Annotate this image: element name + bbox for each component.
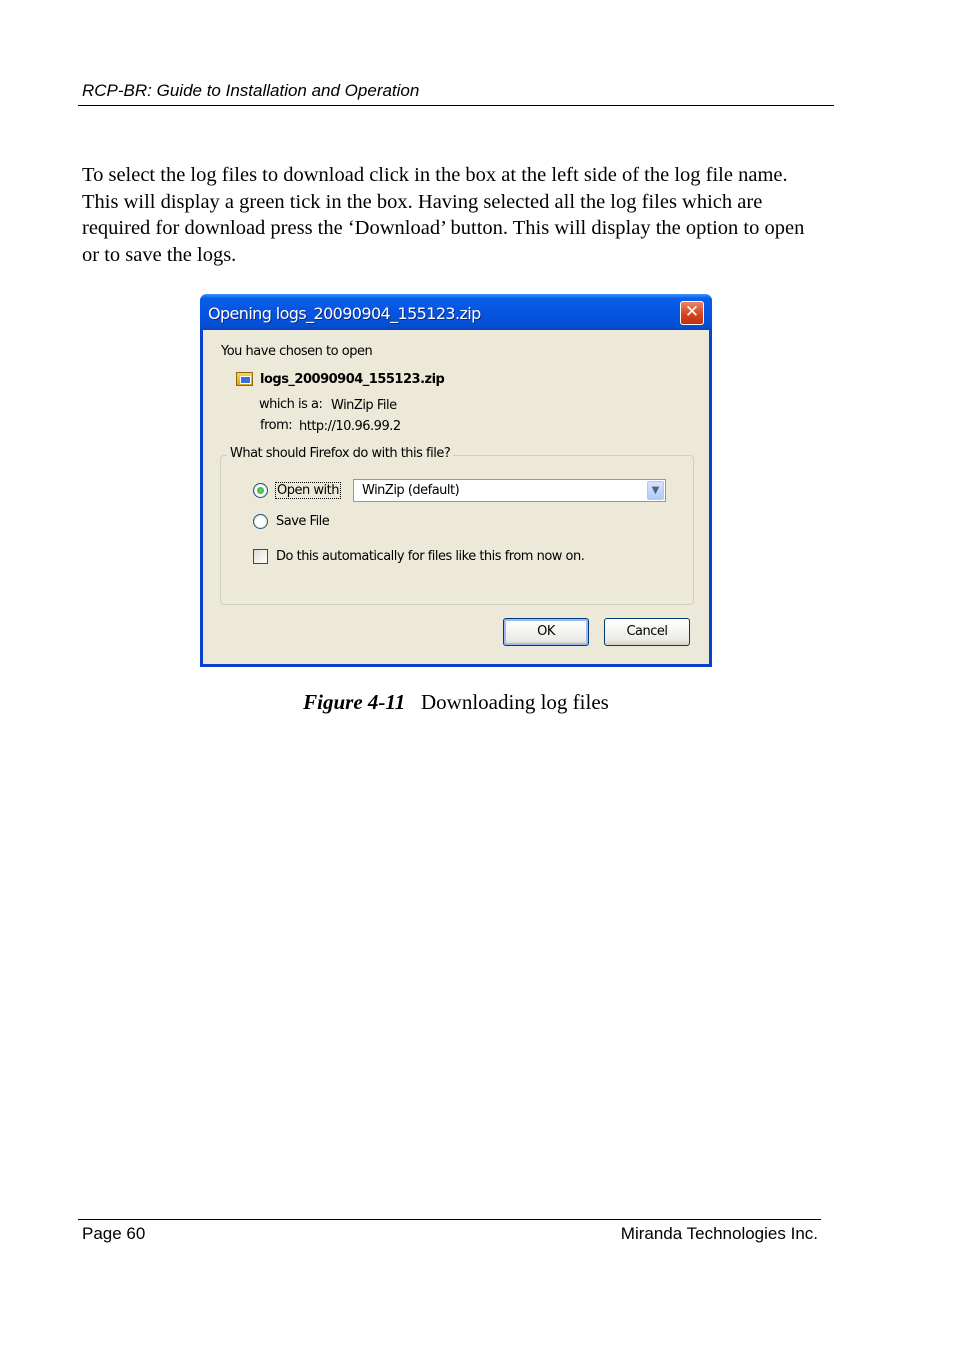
page-number: Page 60 xyxy=(82,1224,146,1243)
open-with-selected-value: WinZip (default) xyxy=(362,483,460,498)
auto-action-label[interactable]: Do this automatically for files like this from now on. xyxy=(276,549,585,564)
auto-action-checkbox[interactable] xyxy=(253,549,268,564)
download-dialog xyxy=(200,294,712,667)
dialog-titlebar[interactable] xyxy=(200,294,712,330)
which-is-label: which is a: xyxy=(259,397,323,412)
from-label: from: xyxy=(260,418,293,433)
ok-button[interactable]: OK xyxy=(503,618,589,646)
chosen-label: You have chosen to open xyxy=(221,344,373,359)
running-header: RCP-BR: Guide to Installation and Operation xyxy=(82,81,420,100)
open-with-radio[interactable] xyxy=(253,483,268,498)
save-file-label[interactable]: Save File xyxy=(276,514,330,529)
dropdown-arrow-icon[interactable]: ▼ xyxy=(647,481,664,500)
from-url-value: http://10.96.99.2 xyxy=(299,419,401,434)
open-with-select[interactable] xyxy=(353,479,666,502)
figure-number: Figure 4-11 xyxy=(303,690,406,714)
action-groupbox xyxy=(220,455,694,605)
save-file-radio[interactable] xyxy=(253,514,268,529)
close-button[interactable] xyxy=(680,301,704,325)
dialog-title: Opening logs_20090904_155123.zip xyxy=(208,304,481,323)
open-with-label[interactable]: Open with xyxy=(277,483,339,498)
figure-caption xyxy=(0,690,912,715)
close-icon: ✕ xyxy=(684,302,700,322)
figure-caption-text: Downloading log files xyxy=(421,690,609,714)
file-type-value: WinZip File xyxy=(331,398,397,413)
file-name: logs_20090904_155123.zip xyxy=(260,372,445,387)
zip-file-icon xyxy=(236,372,253,386)
cancel-button[interactable]: Cancel xyxy=(604,618,690,646)
company-name: Miranda Technologies Inc. xyxy=(620,1224,818,1243)
action-group-legend: What should Firefox do with this file? xyxy=(227,446,453,461)
header-rule xyxy=(78,105,834,106)
body-paragraph: To select the log files to download click in the box at the left side of the log file name. This will display a green tick in the box. Having selected all the log files which are required for download press the ‘Download’ button. This will display the option to open or to save the logs. xyxy=(82,164,805,266)
footer-rule xyxy=(78,1219,821,1220)
